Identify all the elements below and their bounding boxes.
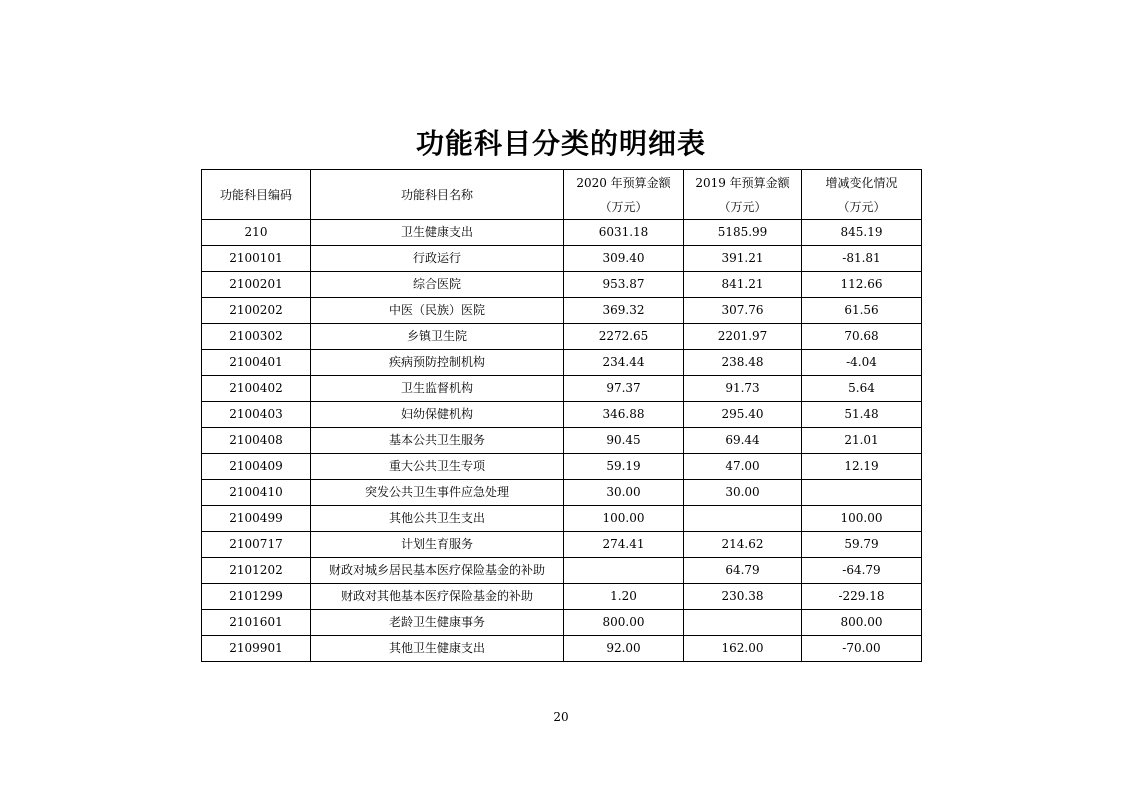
- cell-code: 2100410: [202, 480, 311, 506]
- cell-name: 行政运行: [311, 246, 564, 272]
- cell-code: 2100717: [202, 532, 311, 558]
- table-header-row: [202, 170, 922, 220]
- cell-name: 中医（民族）医院: [311, 298, 564, 324]
- cell-budget-2020: 100.00: [564, 506, 684, 532]
- cell-name: 财政对其他基本医疗保险基金的补助: [311, 584, 564, 610]
- table-row: [202, 220, 922, 246]
- header-change-label: 增减变化情况: [825, 175, 898, 190]
- table-row: [202, 454, 922, 480]
- cell-budget-2020: 369.32: [564, 298, 684, 324]
- cell-name: 综合医院: [311, 272, 564, 298]
- header-budget-2020-unit: （万元）: [599, 199, 648, 214]
- table-row: [202, 376, 922, 402]
- cell-code: 2109901: [202, 636, 311, 662]
- header-change-unit: （万元）: [837, 199, 886, 214]
- table-row: [202, 506, 922, 532]
- function-subject-detail-table: [201, 169, 922, 662]
- cell-change: 5.64: [802, 376, 922, 402]
- table-row: [202, 532, 922, 558]
- cell-change: -70.00: [802, 636, 922, 662]
- cell-name: 疾病预防控制机构: [311, 350, 564, 376]
- cell-budget-2020: 97.37: [564, 376, 684, 402]
- cell-name: 卫生健康支出: [311, 220, 564, 246]
- cell-budget-2019: 238.48: [684, 350, 802, 376]
- cell-budget-2020: 953.87: [564, 272, 684, 298]
- cell-code: 2101601: [202, 610, 311, 636]
- header-code: 功能科目编码: [202, 170, 311, 220]
- table-row: [202, 324, 922, 350]
- cell-budget-2020: [564, 558, 684, 584]
- cell-change: -4.04: [802, 350, 922, 376]
- cell-name: 基本公共卫生服务: [311, 428, 564, 454]
- table-row: [202, 272, 922, 298]
- cell-budget-2019: 841.21: [684, 272, 802, 298]
- table-row: [202, 428, 922, 454]
- table-row: [202, 298, 922, 324]
- header-budget-2020: [564, 170, 684, 220]
- cell-code: 2101299: [202, 584, 311, 610]
- header-change: [802, 170, 922, 220]
- cell-change: 12.19: [802, 454, 922, 480]
- header-budget-2019-label: 2019 年预算金额: [695, 175, 790, 190]
- cell-budget-2019: 391.21: [684, 246, 802, 272]
- cell-change: [802, 480, 922, 506]
- cell-code: 2100401: [202, 350, 311, 376]
- cell-change: -229.18: [802, 584, 922, 610]
- cell-code: 210: [202, 220, 311, 246]
- cell-budget-2019: 214.62: [684, 532, 802, 558]
- cell-budget-2019: 30.00: [684, 480, 802, 506]
- cell-code: 2100408: [202, 428, 311, 454]
- cell-change: -64.79: [802, 558, 922, 584]
- cell-budget-2019: 5185.99: [684, 220, 802, 246]
- cell-change: 59.79: [802, 532, 922, 558]
- cell-change: -81.81: [802, 246, 922, 272]
- table-row: [202, 584, 922, 610]
- table-row: [202, 558, 922, 584]
- table-row: [202, 246, 922, 272]
- cell-code: 2100201: [202, 272, 311, 298]
- cell-code: 2100101: [202, 246, 311, 272]
- cell-budget-2020: 1.20: [564, 584, 684, 610]
- cell-budget-2019: [684, 506, 802, 532]
- cell-budget-2020: 346.88: [564, 402, 684, 428]
- table-row: [202, 480, 922, 506]
- cell-budget-2020: 59.19: [564, 454, 684, 480]
- header-name: 功能科目名称: [311, 170, 564, 220]
- table-row: [202, 636, 922, 662]
- cell-budget-2020: 2272.65: [564, 324, 684, 350]
- cell-budget-2019: 64.79: [684, 558, 802, 584]
- cell-code: 2100499: [202, 506, 311, 532]
- cell-budget-2019: 47.00: [684, 454, 802, 480]
- cell-budget-2020: 6031.18: [564, 220, 684, 246]
- header-budget-2020-label: 2020 年预算金额: [576, 175, 671, 190]
- cell-code: 2100202: [202, 298, 311, 324]
- header-budget-2019: [684, 170, 802, 220]
- table-row: [202, 610, 922, 636]
- cell-budget-2020: 274.41: [564, 532, 684, 558]
- cell-name: 乡镇卫生院: [311, 324, 564, 350]
- cell-budget-2019: [684, 610, 802, 636]
- cell-budget-2019: 307.76: [684, 298, 802, 324]
- cell-change: 61.56: [802, 298, 922, 324]
- cell-change: 21.01: [802, 428, 922, 454]
- header-budget-2019-unit: （万元）: [718, 199, 767, 214]
- cell-name: 老龄卫生健康事务: [311, 610, 564, 636]
- cell-name: 计划生育服务: [311, 532, 564, 558]
- cell-code: 2101202: [202, 558, 311, 584]
- table-body: [202, 220, 922, 662]
- cell-name: 其他卫生健康支出: [311, 636, 564, 662]
- cell-code: 2100402: [202, 376, 311, 402]
- cell-budget-2019: 230.38: [684, 584, 802, 610]
- cell-change: 800.00: [802, 610, 922, 636]
- cell-code: 2100403: [202, 402, 311, 428]
- table-row: [202, 350, 922, 376]
- cell-change: 70.68: [802, 324, 922, 350]
- cell-name: 突发公共卫生事件应急处理: [311, 480, 564, 506]
- cell-budget-2020: 800.00: [564, 610, 684, 636]
- cell-budget-2019: 91.73: [684, 376, 802, 402]
- page-number: 20: [553, 710, 569, 724]
- cell-budget-2020: 30.00: [564, 480, 684, 506]
- cell-budget-2020: 309.40: [564, 246, 684, 272]
- cell-budget-2019: 295.40: [684, 402, 802, 428]
- cell-code: 2100302: [202, 324, 311, 350]
- cell-budget-2020: 92.00: [564, 636, 684, 662]
- cell-code: 2100409: [202, 454, 311, 480]
- cell-name: 卫生监督机构: [311, 376, 564, 402]
- cell-budget-2019: 2201.97: [684, 324, 802, 350]
- page-title: 功能科目分类的明细表: [415, 127, 706, 160]
- cell-change: 845.19: [802, 220, 922, 246]
- cell-budget-2020: 234.44: [564, 350, 684, 376]
- cell-change: 100.00: [802, 506, 922, 532]
- table-row: [202, 402, 922, 428]
- cell-budget-2019: 69.44: [684, 428, 802, 454]
- cell-name: 财政对城乡居民基本医疗保险基金的补助: [311, 558, 564, 584]
- cell-name: 重大公共卫生专项: [311, 454, 564, 480]
- cell-change: 51.48: [802, 402, 922, 428]
- cell-name: 妇幼保健机构: [311, 402, 564, 428]
- cell-name: 其他公共卫生支出: [311, 506, 564, 532]
- cell-change: 112.66: [802, 272, 922, 298]
- cell-budget-2019: 162.00: [684, 636, 802, 662]
- cell-budget-2020: 90.45: [564, 428, 684, 454]
